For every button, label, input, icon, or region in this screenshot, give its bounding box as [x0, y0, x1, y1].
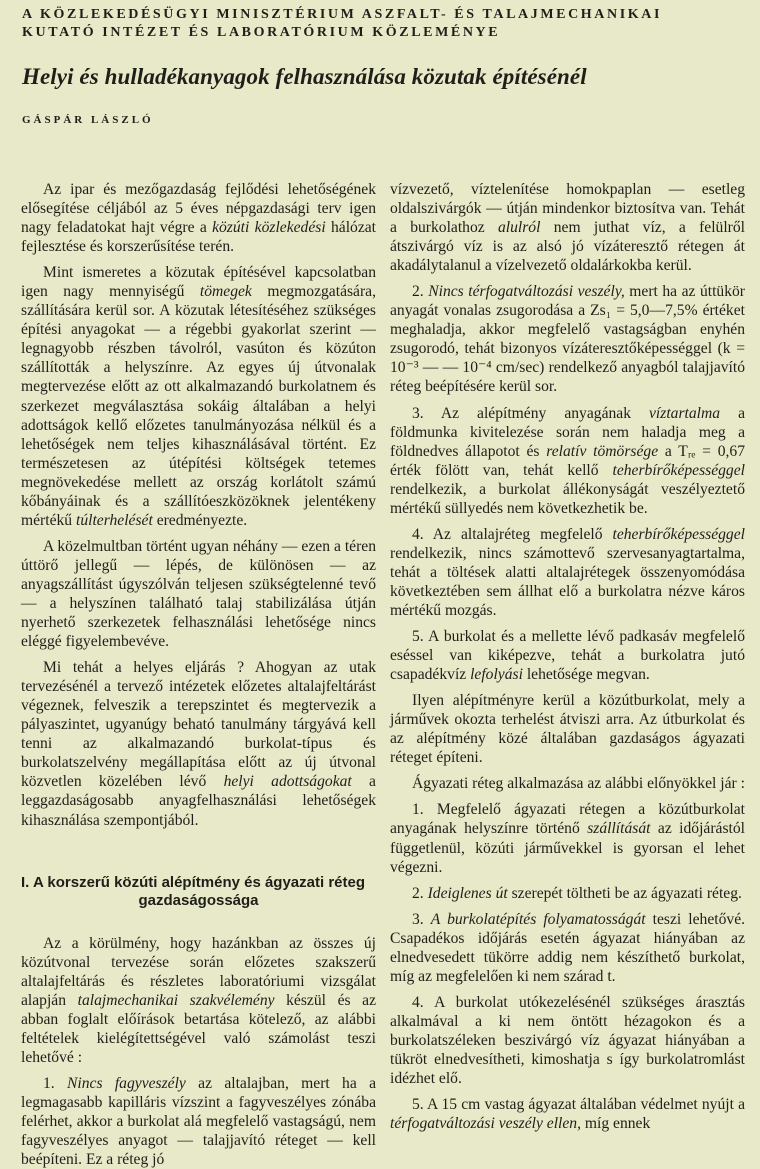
- paragraph: Mi tehát a helyes eljárás ? Ahogyan az utak tervezésénél a tervező intézetek előzetes altalajfeltárást végeznek, felveszik a terepszintet és megtervezik a pályaszintet, ugyanúgy beható tanulmány tárgyává kell tenni az alkalmazandó burkolat-típus és burkolatszelvény megállapítása előtt az új útvonal közvetlen közelében lévő helyi adottságokat a leggazdaságosabb anyagfelhasználási lehetőségek kihasználása szempontjából.: [21, 659, 376, 829]
- paragraph: Az a körülmény, hogy hazánkban az összes új közútvonal tervezése során előzetes szakszerű altalajfeltárás és részletes laboratóriumi vizsgálat alapján talajmechanikai szakvélemény készül és az abban foglalt előírások betartása kötelező, az alábbi feltételek kielégítettségével való számolást teszi lehetővé :: [21, 934, 376, 1066]
- paragraph: 5. A burkolat és a mellette lévő padkasáv megfelelő eséssel van kiképezve, tehát a burkolatra jutó csapadékvíz lefolyási lehetősége megvan.: [390, 628, 745, 684]
- journal-header-line-2: KUTATÓ INTÉZET ÉS LABORATÓRIUM KÖZLEMÉNYE: [22, 25, 501, 40]
- emphasized-term: helyi adottságokat: [223, 773, 352, 791]
- emphasized-term: túlterhelését: [76, 511, 153, 529]
- emphasized-term: víztartalma: [649, 404, 721, 422]
- paragraph: Ágyazati réteg alkalmazása az alábbi előnyökkel jár :: [412, 775, 745, 793]
- article-author: GÁSPÁR LÁSZLÓ: [22, 114, 154, 126]
- paragraph: Az ipar és mezőgazdaság fejlődési lehetőségének elősegítése céljából az 5 éves népgazdasági terv igen nagy feladatokat hajt végre a közúti közlekedési hálózat fejlesztése és korszerűsítése terén.: [21, 181, 377, 256]
- paragraph: 5. A 15 cm vastag ágyazat általában védelmet nyújt a térfogatváltozási veszély ellen, míg ennek: [390, 1096, 745, 1133]
- paragraph: 4. Az altalajréteg megfelelő teherbírőképességgel rendelkezik, nincs számottevő szervesanyagtartalma, tehát a töltések alatti altalajrétegek összenyomódása következtében sem állhat elő a burkolatra nézve káros mértékű mozgás.: [390, 525, 745, 619]
- emphasized-term: Nincs térfogatváltozási veszély,: [428, 283, 625, 301]
- article-title: Helyi és hulladékanyagok felhasználása közutak építésénél: [22, 64, 587, 89]
- emphasized-term: alulról: [497, 219, 541, 237]
- emphasized-term: talajmechanikai szakvélemény: [77, 991, 275, 1009]
- emphasized-term: Nincs fagyveszély: [67, 1074, 186, 1092]
- emphasized-term: teherbírőképességgel: [612, 461, 745, 479]
- emphasized-term: A burkolatépítés folyamatosságát: [430, 910, 646, 928]
- journal-header-line-1: A KÖZLEKEDÉSÜGYI MINISZTÉRIUM ASZFALT- ÉS TALAJMECHANIKAI: [22, 7, 663, 22]
- emphasized-term: tömegek: [199, 283, 252, 301]
- left-text-column: [21, 180, 377, 1169]
- paragraph: 2. Nincs térfogatváltozási veszély, mert ha az úttükör anyagát vonalas zsugorodása a Zs₁ = 5,0—7,5% értéket meghaladja, akkor megfelelő vastagságban enyhén zsugorodó, tehát bizonyos vízáteresztőképességgel (k = 10⁻³ — — 10⁻⁴ cm/sec) rendelkező anyagból talajjavító réteg beépítésére kerül sor.: [390, 283, 746, 396]
- paragraph: Mint ismeretes a közutak építésével kapcsolatban igen nagy mennyiségű tömegek megmozgatására, szállítására kerül sor. A közutak létesítéséhez szükséges építési anyagokat — a régebbi gyakorlat szerint — legnagyobb részben távolról, vasúton és közúton szállították a helyszínre. Az egyes új útvonalak megtervezése előtt az ott alkalmazandó burkolatnem és szerkezet megválasztása sokáig általában a helyi adottságok kellő előzetes tanulmányozása nélkül és a lehetőségek nem teljes kihasználásával történt. Ez természetesen az útépítési költségek tetemes megnövekedése mellett az ország korlátolt számú kőbányáinak és a szállítóeszközöknek jelentékeny mértékű túlterhelését eredményezte.: [21, 264, 376, 529]
- section-heading-line-2: gazdaságossága: [138, 891, 259, 909]
- section-heading: [21, 874, 376, 910]
- emphasized-term: szállítását: [587, 820, 651, 838]
- emphasized-term: teherbírőképességgel: [612, 525, 745, 543]
- paragraph: Ilyen alépítményre kerül a közútburkolat, mely a járművek okozta terhelést átviszi arra. Az útburkolat és az alépítmény közé általában gazdaságos ágyazati réteget építeni.: [390, 692, 745, 767]
- right-text-column: [390, 180, 746, 1133]
- paragraph: 2. Ideiglenes út szerepét töltheti be az ágyazati réteg.: [412, 884, 742, 902]
- paragraph: 1. Nincs fagyveszély az altalajban, mert ha a legmagasabb kapilláris vízszint a fagyveszélyes zónába felérhet, akkor a burkolat alá megfelelő vastagságú, nem fagyveszélyes anyagot — talajjavító réteget — kell beépíteni. Ez a réteg jó: [21, 1074, 377, 1169]
- paragraph: 3. Az alépítmény anyagának víztartalma a földmunka kivitelezése során nem haladja meg a földnedves állapotot és relatív tömörsége a Tᵣₑ = 0,67 érték fölött van, tehát kellő teherbírőképességgel rendelkezik, a burkolat állékonyságát veszélyeztető mértékű süllyedés nem következhetik be.: [390, 404, 745, 517]
- emphasized-term: térfogatváltozási veszély ellen,: [390, 1115, 581, 1133]
- emphasized-term: lefolyási: [470, 666, 523, 684]
- emphasized-term: Ideiglenes út: [427, 884, 508, 902]
- paragraph: 3. A burkolatépítés folyamatosságát teszi lehetővé. Csapadékos időjárás esetén ágyazat hiányában az elnedvesedett tükörre addig nem készíthető burkolat, míg az megfelelően ki nem szárad t.: [390, 910, 746, 985]
- section-heading-line-1: I. A korszerű közúti alépítmény és ágyazati réteg: [21, 873, 366, 891]
- paragraph: 1. Megfelelő ágyazati rétegen a közútburkolat anyagának helyszínre történő szállítását az időjárástól függetlenül, közúti járművekkel is gyorsan el lehet végezni.: [390, 801, 745, 876]
- paragraph: 4. A burkolat utókezelésénél szükséges árasztás alkalmával a ki nem öntött hézagokon és a burkolatszéleken beszivárgó víz ágyazat hiányában a tükröt elnedvesítheti, kimoshatja s így burkolatromlást idézhet elő.: [390, 993, 745, 1088]
- emphasized-term: közúti közlekedési: [212, 219, 326, 237]
- paragraph: A közelmultban történt ugyan néhány — ezen a téren úttörő jellegű — lépés, de különösen — az anyagszállítást úgyszólván teljesen szükségtelenné tevő — a helyszínen található talaj stabilizálása útján nyerhető szerkezetek felhasználási lehetősége nincs eléggé figyelembevéve.: [21, 537, 376, 651]
- emphasized-term: relatív tömörsége: [546, 442, 659, 460]
- paragraph: vízvezető, víztelenítése homokpaplan — esetleg oldalszivárgók — útján mindenkor biztosítva van. Tehát a burkolathoz alulról nem juthat víz, a felülről átszivárgó víz is az alsó jó vízáteresztő rétegen át akadálytalanul a vízelvezető oldalárkokba kerül.: [390, 181, 746, 275]
